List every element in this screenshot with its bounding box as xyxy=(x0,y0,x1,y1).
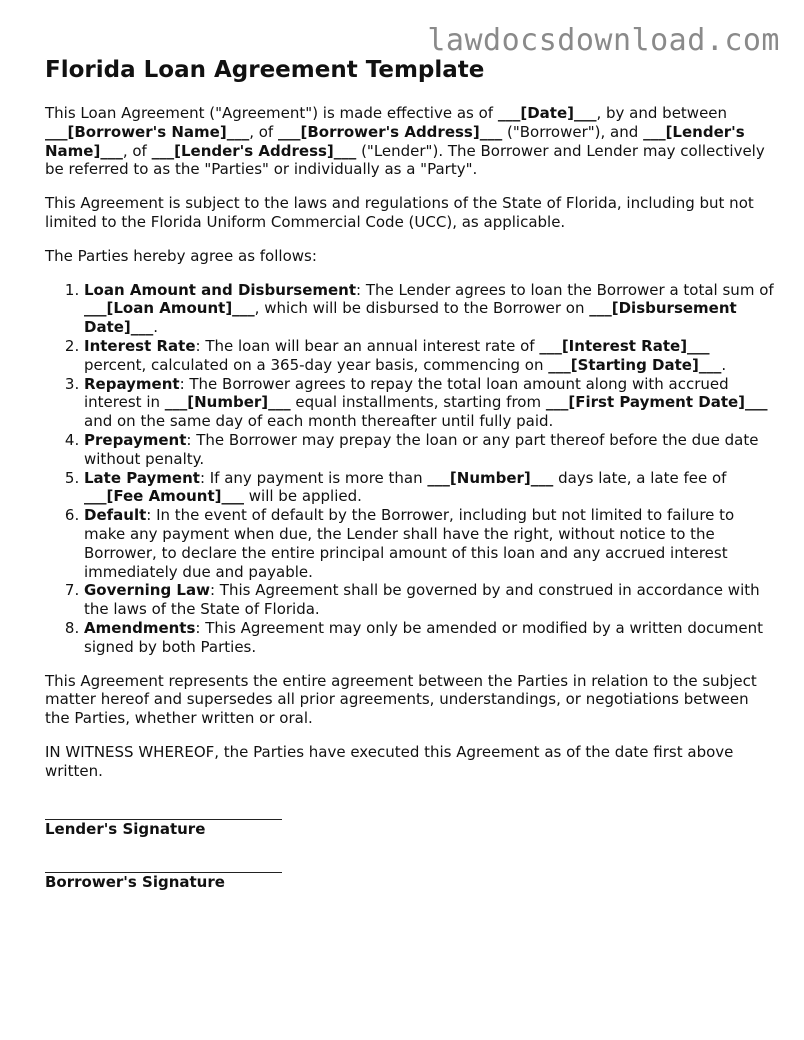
borrower-signature-label: Borrower's Signature xyxy=(45,873,225,892)
lender-signature-label: Lender's Signature xyxy=(45,819,206,838)
date-field: ___[Date]___ xyxy=(497,104,597,122)
term-amendments: 8. Amendments: This Agreement may only be amended or modified by a written document signed by both Parties. xyxy=(84,619,775,657)
intro-paragraph: This Loan Agreement ("Agreement") is made effective as of ___[Date]___, by and between ___[Borrower's Name]___, of ___[Borrower's Address]___ ("Borrower"), and ___[Lender's Name]___, of ___[Lender's Address]___ ("Lender"). The Borrower and Lender may collectively be referred to as the "Parties" or individually as a "Party". xyxy=(45,104,765,179)
first-payment-date-field: ___[First Payment Date]___ xyxy=(545,393,768,412)
starting-date-field: ___[Starting Date]___ xyxy=(548,355,722,374)
term-interest-rate: 2. Interest Rate: The loan will bear an annual interest rate of ___[Interest Rate]___ percent, calculated on a 365-day year basis, commencing on ___[Starting Date]___. xyxy=(84,337,775,375)
borrower-signature-line[interactable] xyxy=(45,854,282,873)
lender-name-field: ___[Lender's Name]___ xyxy=(45,122,745,160)
late-days-field: ___[Number]___ xyxy=(427,468,554,487)
lender-signature-line[interactable] xyxy=(45,801,282,820)
fee-amount-field: ___[Fee Amount]___ xyxy=(84,487,244,506)
document-page xyxy=(45,56,775,908)
term-loan-amount: 1. Loan Amount and Disbursement: The Lender agrees to loan the Borrower a total sum of ___[Loan Amount]___, which will be disbursed to the Borrower on ___[Disbursement Date]___. xyxy=(84,281,775,337)
signature-block xyxy=(45,801,775,893)
lender-address-field: ___[Lender's Address]___ xyxy=(151,141,357,160)
page-title: Florida Loan Agreement Template xyxy=(45,57,485,83)
site-watermark: lawdocsdownload.com xyxy=(427,23,780,58)
borrower-name-field: ___[Borrower's Name]___ xyxy=(45,122,250,141)
term-repayment: 3. Repayment: The Borrower agrees to repay the total loan amount along with accrued interest in ___[Number]___ equal installments, starting from ___[First Payment Date]___ and on the same day of each month thereafter until fully paid. xyxy=(84,375,775,431)
witness-paragraph: IN WITNESS WHEREOF, the Parties have executed this Agreement as of the date first above written. xyxy=(45,742,734,780)
disbursement-date-field: ___[Disbursement Date]___ xyxy=(84,299,737,337)
borrower-address-field: ___[Borrower's Address]___ xyxy=(277,122,503,141)
agree-paragraph: The Parties hereby agree as follows: xyxy=(45,246,317,265)
term-governing-law: 7. Governing Law: This Agreement shall be governed by and construed in accordance with the laws of the State of Florida. xyxy=(84,581,775,619)
term-default: 6. Default: In the event of default by the Borrower, including but not limited to failure to make any payment when due, the Lender shall have the right, without notice to the Borrower, to declare the entire principal amount of this loan and any accrued interest immediately due and payable. xyxy=(84,506,775,581)
term-prepayment: 4. Prepayment: The Borrower may prepay the loan or any part thereof before the due date without penalty. xyxy=(84,431,775,469)
entire-agreement-paragraph: This Agreement represents the entire agreement between the Parties in relation to the subject matter hereof and supersedes all prior agreements, understandings, or negotiations between the Parties, whether written or oral. xyxy=(45,671,757,728)
interest-rate-field: ___[Interest Rate]___ xyxy=(539,336,710,355)
term-late-payment: 5. Late Payment: If any payment is more than ___[Number]___ days late, a late fee of ___[Fee Amount]___ will be applied. xyxy=(84,469,775,507)
terms-list xyxy=(45,281,775,657)
governing-law-paragraph: This Agreement is subject to the laws and regulations of the State of Florida, including but not limited to the Florida Uniform Commercial Code (UCC), as applicable. xyxy=(45,194,754,231)
loan-amount-field: ___[Loan Amount]___ xyxy=(84,299,255,318)
installments-number-field: ___[Number]___ xyxy=(164,393,291,412)
